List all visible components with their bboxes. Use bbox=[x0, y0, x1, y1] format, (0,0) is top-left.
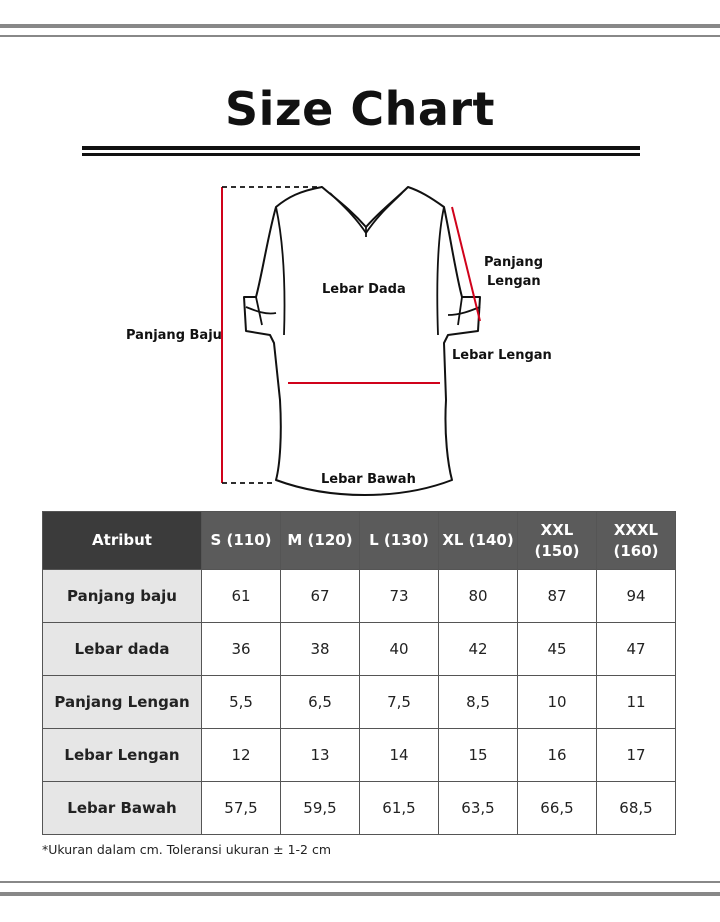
title-underline-thick bbox=[82, 146, 640, 150]
header-size-m: M (120) bbox=[281, 512, 360, 570]
header-size-s: S (110) bbox=[202, 512, 281, 570]
row-label: Lebar Bawah bbox=[43, 782, 202, 835]
header-atribut: Atribut bbox=[43, 512, 202, 570]
table-row bbox=[43, 729, 676, 782]
table-cell: 59,5 bbox=[281, 782, 360, 835]
table-cell: 73 bbox=[360, 570, 439, 623]
table-cell: 6,5 bbox=[281, 676, 360, 729]
row-label: Lebar dada bbox=[43, 623, 202, 676]
row-label: Panjang Lengan bbox=[43, 676, 202, 729]
top-border-thick bbox=[0, 24, 720, 28]
page-title: Size Chart bbox=[224, 82, 496, 136]
title-underline-thin bbox=[82, 153, 640, 156]
label-panjang-baju: Panjang Baju bbox=[126, 328, 222, 343]
table-cell: 94 bbox=[597, 570, 676, 623]
table-cell: 45 bbox=[518, 623, 597, 676]
table-cell: 80 bbox=[439, 570, 518, 623]
table-cell: 66,5 bbox=[518, 782, 597, 835]
table-cell: 7,5 bbox=[360, 676, 439, 729]
header-size-xxxl: XXXL (160) bbox=[597, 512, 676, 570]
table-cell: 14 bbox=[360, 729, 439, 782]
table-cell: 47 bbox=[597, 623, 676, 676]
table-row bbox=[43, 676, 676, 729]
table-cell: 61 bbox=[202, 570, 281, 623]
table-cell: 8,5 bbox=[439, 676, 518, 729]
table-row bbox=[43, 782, 676, 835]
table-cell: 12 bbox=[202, 729, 281, 782]
table-cell: 63,5 bbox=[439, 782, 518, 835]
table-cell: 5,5 bbox=[202, 676, 281, 729]
table-cell: 16 bbox=[518, 729, 597, 782]
top-border-thin bbox=[0, 35, 720, 37]
table-cell: 61,5 bbox=[360, 782, 439, 835]
table-cell: 15 bbox=[439, 729, 518, 782]
table-header-row bbox=[43, 512, 676, 570]
row-label: Lebar Lengan bbox=[43, 729, 202, 782]
bottom-border-thick bbox=[0, 892, 720, 896]
label-panjang-lengan-2: Lengan bbox=[487, 274, 541, 289]
size-table bbox=[42, 511, 676, 835]
table-row bbox=[43, 570, 676, 623]
table-cell: 68,5 bbox=[597, 782, 676, 835]
tolerance-note: *Ukuran dalam cm. Toleransi ukuran ± 1-2 cm bbox=[42, 842, 332, 857]
bottom-border-thin bbox=[0, 881, 720, 883]
label-lebar-bawah: Lebar Bawah bbox=[321, 472, 416, 487]
table-cell: 38 bbox=[281, 623, 360, 676]
table-cell: 67 bbox=[281, 570, 360, 623]
header-size-xxl: XXL (150) bbox=[518, 512, 597, 570]
table-cell: 40 bbox=[360, 623, 439, 676]
table-row bbox=[43, 623, 676, 676]
label-lebar-lengan: Lebar Lengan bbox=[452, 348, 552, 363]
table-cell: 17 bbox=[597, 729, 676, 782]
shirt-outline bbox=[244, 187, 480, 495]
header-size-l: L (130) bbox=[360, 512, 439, 570]
table-cell: 36 bbox=[202, 623, 281, 676]
table-cell: 57,5 bbox=[202, 782, 281, 835]
table-cell: 11 bbox=[597, 676, 676, 729]
label-lebar-dada: Lebar Dada bbox=[322, 282, 406, 297]
label-panjang-lengan-1: Panjang bbox=[484, 255, 543, 270]
table-cell: 13 bbox=[281, 729, 360, 782]
garment-diagram bbox=[0, 175, 720, 505]
table-cell: 42 bbox=[439, 623, 518, 676]
header-size-xl: XL (140) bbox=[439, 512, 518, 570]
table-cell: 87 bbox=[518, 570, 597, 623]
table-cell: 10 bbox=[518, 676, 597, 729]
row-label: Panjang baju bbox=[43, 570, 202, 623]
